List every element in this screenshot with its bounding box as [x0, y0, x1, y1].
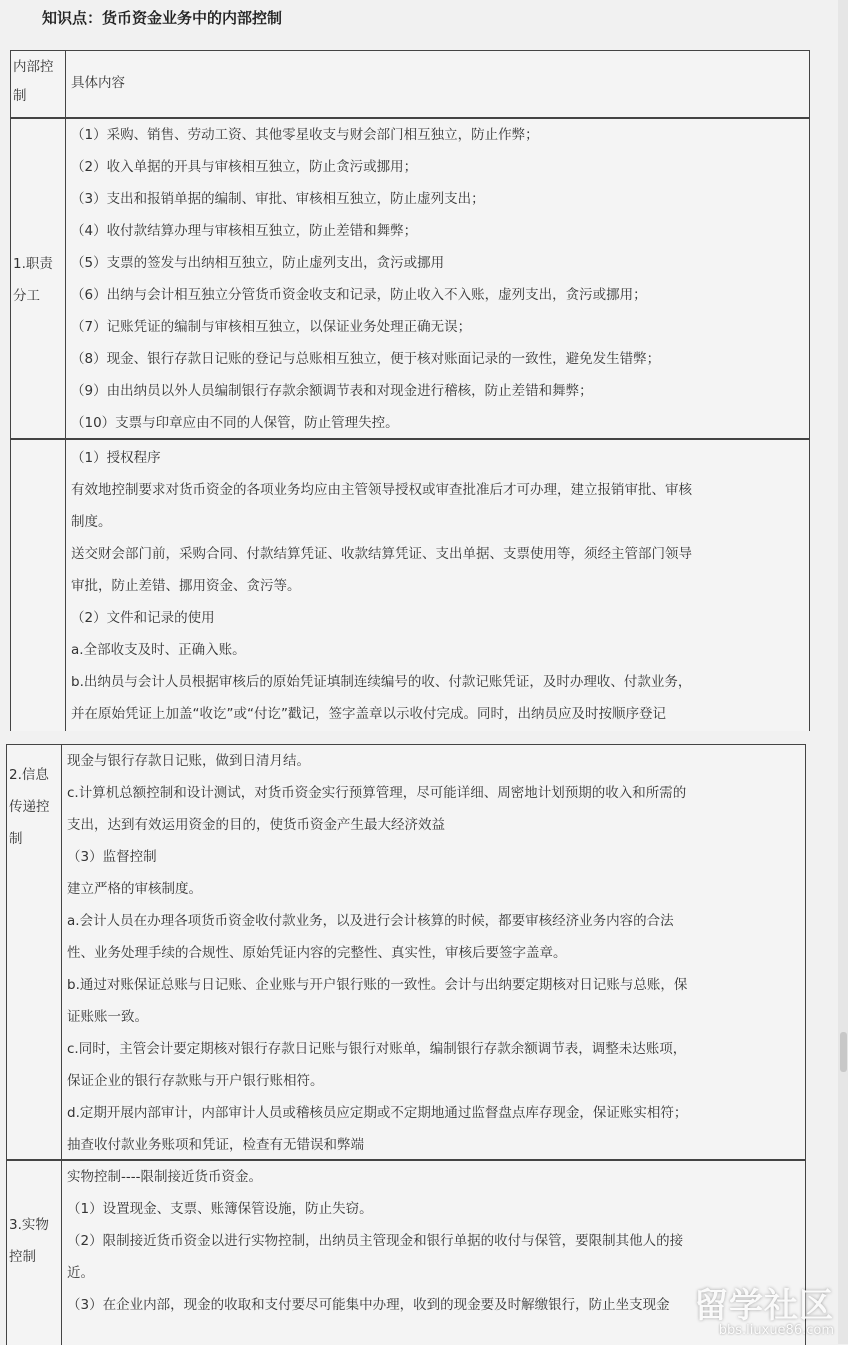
content-line: 抽查收付款业务账项和凭证，检查有无错误和弊端 — [67, 1137, 364, 1153]
content-line: （8）现金、银行存款日记账的登记与总账相互独立，便于核对账面记录的一致性，避免发生错弊； — [71, 351, 661, 367]
content-line: （2）文件和记录的使用 — [71, 610, 215, 626]
content-line: 并在原始凭证上加盖“收讫”或“付讫”戳记，签字盖章以示收付完成。同时，出纳员应及时按顺序登记 — [71, 706, 666, 722]
content-line: （1）设置现金、支票、账簿保管设施，防止失窃。 — [67, 1201, 373, 1217]
content-line: （3）在企业内部，现金的收取和支付要尽可能集中办理，收到的现金要及时解缴银行，防止坐支现金 — [67, 1297, 670, 1313]
table-upper — [10, 50, 810, 731]
content-line: （1）采购、销售、劳动工资、其他零星收支与财会部门相互独立，防止作弊； — [71, 127, 539, 143]
content-line: （5）支票的签发与出纳相互独立，防止虚列支出，贪污或挪用 — [71, 255, 445, 271]
row-label-cell — [11, 119, 66, 438]
row-label-physical-control: 3.实物控制 — [9, 1217, 49, 1265]
content-line: 现金与银行存款日记账，做到日清月结。 — [67, 753, 310, 769]
content-line: （7）记账凭证的编制与审核相互独立，以保证业务处理正确无误； — [71, 319, 472, 335]
header-content: 具体内容 — [71, 75, 125, 91]
vertical-scrollbar[interactable] — [838, 0, 848, 1344]
content-line: 送交财会部门前，采购合同、付款结算凭证、收款结算凭证、支出单据、支票使用等，须经主管部门领导 — [71, 546, 692, 562]
header-label-cell — [11, 51, 66, 117]
row-label-info-transfer: 2.信息传递控制 — [9, 767, 50, 847]
table-header-row — [11, 51, 809, 119]
content-line: 性、业务处理手续的合规性、原始凭证内容的完整性、真实性，审核后要签字盖章。 — [67, 945, 567, 961]
row-content-info-transfer-part1 — [66, 440, 809, 731]
content-line: （1）授权程序 — [71, 450, 161, 466]
content-line: （2）收入单据的开具与审核相互独立，防止贪污或挪用； — [71, 159, 418, 175]
watermark-url: bbs.liuxue86.com — [718, 1323, 834, 1338]
table-row-info-transfer-part2 — [7, 745, 805, 1161]
content-line: d.定期开展内部审计，内部审计人员或稽核员应定期或不定期地通过监督盘点库存现金，保证账实相符； — [67, 1105, 688, 1121]
content-line: （2）限制接近货币资金以进行实物控制，出纳员主管现金和银行单据的收付与保管，要限制其他人的接 — [67, 1233, 684, 1249]
row-label-cell — [7, 1161, 62, 1345]
row-label-cell — [11, 440, 66, 731]
content-line: c.同时，主管会计要定期核对银行存款日记账与银行对账单，编制银行存款余额调节表，调整未达账项， — [67, 1041, 687, 1057]
content-line: 有效地控制要求对货币资金的各项业务均应由主管领导授权或审查批准后才可办理，建立报销审批、审核 — [71, 482, 692, 498]
content-line: （9）由出纳员以外人员编制银行存款余额调节表和对现金进行稽核，防止差错和舞弊； — [71, 383, 593, 399]
table-row-info-transfer-part1 — [11, 440, 809, 731]
content-line: c.计算机总额控制和设计测试，对货币资金实行预算管理，尽可能详细、周密地计划预期的收入和所需的 — [67, 785, 687, 801]
content-line: （10）支票与印章应由不同的人保管，防止管理失控。 — [71, 415, 399, 431]
watermark-logo: 留学社区 — [694, 1286, 834, 1326]
content-line: b.通过对账保证总账与日记账、企业账与开户银行账的一致性。会计与出纳要定期核对日记账与总账，保 — [67, 977, 688, 993]
content-line: 审批，防止差错、挪用资金、贪污等。 — [71, 578, 301, 594]
content-line: 证账账一致。 — [67, 1009, 148, 1025]
content-line: a.会计人员在办理各项货币资金收付款业务，以及进行会计核算的时候，都要审核经济业务内容的合法 — [67, 913, 674, 929]
table-row-duty-separation — [11, 119, 809, 440]
scrollbar-thumb[interactable] — [840, 1032, 847, 1072]
content-line: 实物控制----限制接近货币资金。 — [67, 1169, 262, 1185]
content-line: 保证企业的银行存款账与开户银行账相符。 — [67, 1073, 324, 1089]
content-line: 建立严格的审核制度。 — [67, 881, 202, 897]
row-label-cell — [7, 745, 62, 1159]
site-watermark — [684, 1278, 834, 1338]
row-content-info-transfer-part2 — [62, 745, 805, 1159]
content-line: 制度。 — [71, 514, 112, 530]
content-line: 支出，达到有效运用资金的目的，使货币资金产生最大经济效益 — [67, 817, 445, 833]
content-line: （3）支出和报销单据的编制、审批、审核相互独立，防止虚列支出； — [71, 191, 485, 207]
content-line: a.全部收支及时、正确入账。 — [71, 642, 246, 658]
page-title: 知识点：货币资金业务中的内部控制 — [42, 9, 283, 27]
content-line: 近。 — [67, 1265, 94, 1281]
header-label: 内部控制 — [13, 59, 54, 104]
table-lower — [6, 744, 806, 1345]
content-line: （3）监督控制 — [67, 849, 157, 865]
row-label-duty-separation: 1.职责分工 — [13, 256, 53, 304]
content-line: （4）收付款结算办理与审核相互独立，防止差错和舞弊； — [71, 223, 418, 239]
row-content-duty-separation — [66, 119, 809, 438]
content-line: b.出纳员与会计人员根据审核后的原始凭证填制连续编号的收、付款记账凭证，及时办理收、付款业务， — [71, 674, 692, 690]
content-line: （6）出纳与会计相互独立分管货币资金收支和记录，防止收入不入账，虚列支出，贪污或挪用； — [71, 287, 647, 303]
header-content-cell — [66, 51, 809, 117]
